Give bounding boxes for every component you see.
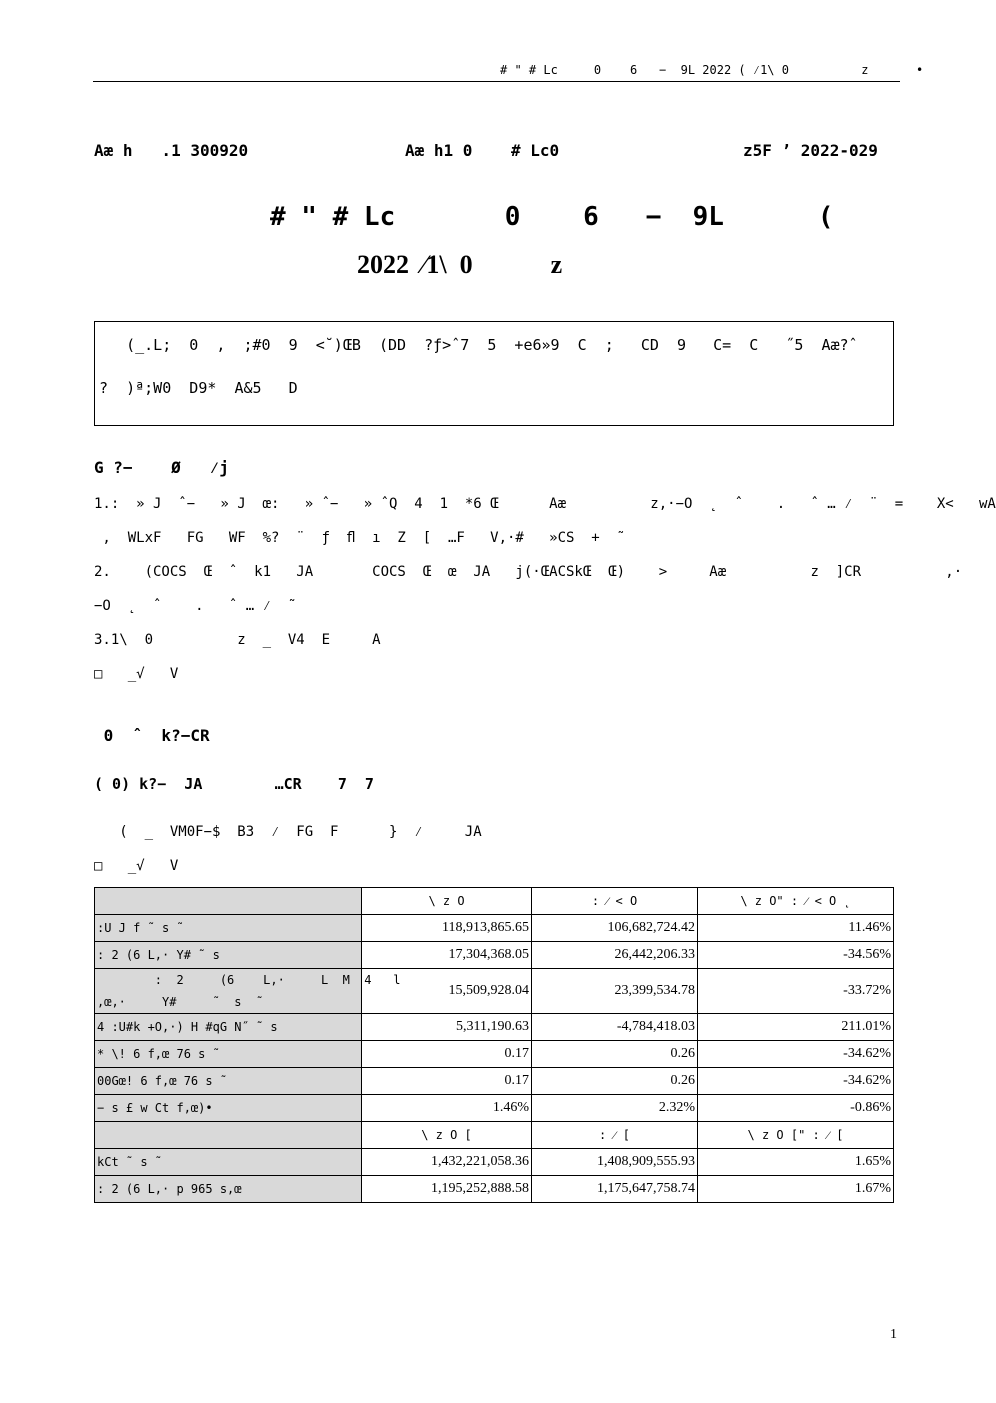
note-item-1-line-2: , WLxF FG WF %? ¨ ƒ ﬂ ı Z [ …F V,·# »CS + ˜ <box>94 530 626 546</box>
row-value-current: 118,913,865.65 <box>362 915 532 942</box>
row-value-current: 0.17 <box>362 1041 532 1068</box>
table-header-cell: \ z O" : ⁄ < O ˛ <box>698 888 894 915</box>
row-value-previous: -4,784,418.03 <box>532 1014 698 1041</box>
announcement-number: z5F ’ 2022-029 <box>743 141 878 160</box>
table-header-cell: \ z O <box>362 888 532 915</box>
note-item-1-line-1: 1.: » J ˆ− » J œ: » ˆ− » ˆQ 4 1 *6 Œ Aæ z,·−O ˛ ˆ . ˆ … ⁄ ¨ = X< wA <box>94 496 996 512</box>
row-value-change: 1.65% <box>698 1149 894 1176</box>
row-label: 4 :U#k +O,·) H #qG N˝ ˜ s <box>95 1014 362 1041</box>
row-label: * \! 6 f,œ 76 s ˜ <box>95 1041 362 1068</box>
table-row <box>95 942 894 969</box>
row-label: : 2 (6 L,· p 965 s,œ <box>95 1176 362 1203</box>
running-header: # " # Lc 0 6 − 9L 2022 ( ⁄1\ 0 z <box>500 63 869 77</box>
row-value-current: 15,509,928.04 <box>362 969 532 1014</box>
row-label: : 2 (6 L,· Y# ˜ s <box>95 942 362 969</box>
row-value-previous: 2.32% <box>532 1095 698 1122</box>
row-value-previous: 26,442,206.33 <box>532 942 698 969</box>
header-divider <box>93 81 900 82</box>
table-row <box>95 969 894 1014</box>
row-value-previous: 0.26 <box>532 1041 698 1068</box>
document-title-line-1: # " # Lc 0 6 − 9L ( <box>270 202 834 232</box>
disclaimer-line-2: ? )ª;W0 D9* A&5 D <box>99 379 298 397</box>
row-label: :U J f ˜ s ˜ <box>95 915 362 942</box>
row-value-change: 11.46% <box>698 915 894 942</box>
important-notes-heading: G ?− Ø ⁄j <box>94 458 229 477</box>
disclaimer-box <box>94 321 894 426</box>
row-value-previous: 1,408,909,555.93 <box>532 1149 698 1176</box>
table-row <box>95 1041 894 1068</box>
row-value-previous: 0.26 <box>532 1068 698 1095</box>
row-value-previous: 106,682,724.42 <box>532 915 698 942</box>
table-header-cell: \ z O [" : ⁄ [ <box>698 1122 894 1149</box>
row-value-change: 211.01% <box>698 1014 894 1041</box>
note-item-3-option: □ _√ V <box>94 666 179 682</box>
row-label: 00Gœ! 6 f,œ 76 s ˜ <box>95 1068 362 1095</box>
header-bullet: • <box>916 63 924 77</box>
table-header-cell <box>95 888 362 915</box>
disclaimer-line-1: (_.L; 0 , ;#0 9 <˘)ŒB (DD ?ƒ>ˆ7 5 +e6»9 C ; CD 9 C= C ˝5 Aæ?ˆ <box>99 336 858 354</box>
table-header-cell: : ⁄ < O <box>532 888 698 915</box>
document-title-line-2: 2022 ⁄1\ 0 z <box>357 250 563 279</box>
row-label: : 2 (6 L,· L M 4 l ,œ,· Y# ˜ s ˜ <box>95 969 362 1014</box>
table-header-row <box>95 1122 894 1149</box>
subsection-question: ( _ VM0F−$ B3 ⁄ FG F } ⁄ JA <box>94 824 482 840</box>
table-row <box>95 1149 894 1176</box>
note-item-3: 3.1\ 0 z _ V4 E A <box>94 632 381 648</box>
row-value-current: 17,304,368.05 <box>362 942 532 969</box>
section-main-financial-data: 0 ˆ k?−CR <box>94 726 210 745</box>
table-row <box>95 1176 894 1203</box>
row-value-current: 5,311,190.63 <box>362 1014 532 1041</box>
row-value-change: -33.72% <box>698 969 894 1014</box>
row-value-previous: 23,399,534.78 <box>532 969 698 1014</box>
stock-abbreviation: Aæ h1 0 # Lc0 <box>405 141 560 160</box>
row-value-current: 1,432,221,058.36 <box>362 1149 532 1176</box>
table-row <box>95 1014 894 1041</box>
row-value-change: 1.67% <box>698 1176 894 1203</box>
row-value-change: -34.62% <box>698 1041 894 1068</box>
page-number: 1 <box>890 1327 897 1342</box>
row-value-change: -0.86% <box>698 1095 894 1122</box>
table-header-cell: : ⁄ [ <box>532 1122 698 1149</box>
note-item-2-line-2: −O ˛ ˆ . ˆ … ⁄ ˜ <box>94 598 297 614</box>
table-header-row <box>95 888 894 915</box>
table-row <box>95 1095 894 1122</box>
subsection-accounting-data: ( 0) k?− JA …CR 7 7 <box>94 775 374 793</box>
row-value-current: 0.17 <box>362 1068 532 1095</box>
table-header-cell <box>95 1122 362 1149</box>
row-value-change: -34.62% <box>698 1068 894 1095</box>
row-label: − s £ w Ct f,œ)• <box>95 1095 362 1122</box>
financial-data-table <box>94 887 894 1203</box>
row-value-previous: 1,175,647,758.74 <box>532 1176 698 1203</box>
row-value-change: -34.56% <box>698 942 894 969</box>
subsection-option: □ _√ V <box>94 858 179 874</box>
stock-code: Aæ h .1 300920 <box>94 141 249 160</box>
note-item-2-line-1: 2. (COCS Œ ˆ k1 JA COCS Œ œ JA j(·ŒACSkŒ Œ) > Aæ z ]CR ,· <box>94 564 963 580</box>
row-value-current: 1,195,252,888.58 <box>362 1176 532 1203</box>
table-header-cell: \ z O [ <box>362 1122 532 1149</box>
row-label: kCt ˜ s ˜ <box>95 1149 362 1176</box>
table-row <box>95 1068 894 1095</box>
table-row <box>95 915 894 942</box>
row-value-current: 1.46% <box>362 1095 532 1122</box>
